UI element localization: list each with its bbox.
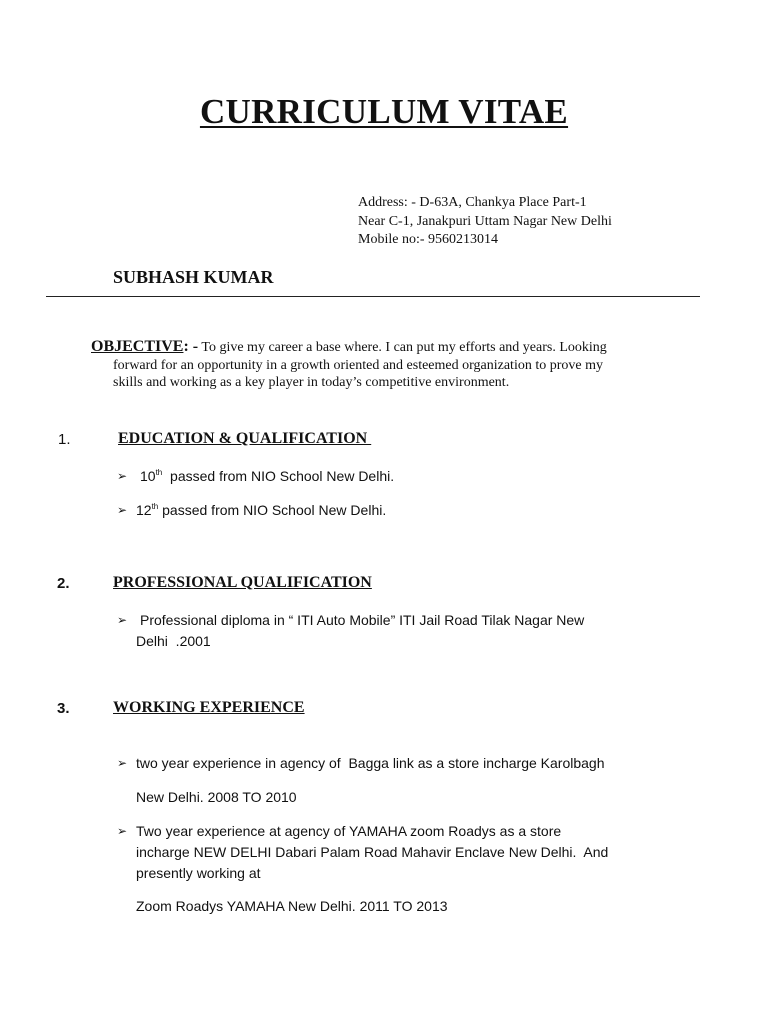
objective-label: OBJECTIVE xyxy=(91,338,184,355)
section-number-professional: 2. xyxy=(57,575,70,592)
section-title-education: EDUCATION & QUALIFICATION xyxy=(118,430,372,447)
education-1-suffix: th xyxy=(155,468,163,477)
professional-1-line-1: Professional diploma in “ ITI Auto Mobile” ITI Jail Road Tilak Nagar New xyxy=(140,612,585,628)
bullet-arrow-icon: ➢ xyxy=(117,824,128,838)
experience-2-line-3: presently working at xyxy=(136,865,261,881)
list-item-professional-1 xyxy=(117,610,676,652)
experience-1-line-2: New Delhi. 2008 TO 2010 xyxy=(136,789,297,805)
address-line-2: Near C-1, Janakpuri Uttam Nagar New Delhi xyxy=(358,213,612,229)
section-title-experience: WORKING EXPERIENCE xyxy=(113,699,305,716)
education-2-suffix: th xyxy=(151,502,159,511)
education-2-text: passed from NIO School New Delhi. xyxy=(158,502,387,518)
section-title-professional: PROFESSIONAL QUALIFICATION xyxy=(113,574,372,591)
professional-1-line-2: Delhi .2001 xyxy=(136,633,211,649)
education-2-grade: 12 xyxy=(136,502,152,518)
education-1-text: passed from NIO School New Delhi. xyxy=(162,468,395,484)
address-line-1: Address: - D-63A, Chankya Place Part-1 xyxy=(358,195,587,210)
bullet-arrow-icon: ➢ xyxy=(117,613,128,627)
mobile-number: Mobile no:- 9560213014 xyxy=(358,232,498,247)
bullet-arrow-icon: ➢ xyxy=(117,469,128,483)
experience-1-line-1: two year experience in agency of Bagga link as a store incharge Karolbagh xyxy=(136,755,605,771)
section-number-education: 1. xyxy=(58,431,71,448)
education-1-grade: 10 xyxy=(140,468,156,484)
objective-text-line-1: To give my career a base where. I can put my efforts and years. Looking xyxy=(201,340,607,355)
list-item-education-2 xyxy=(117,500,676,521)
document-title: CURRICULUM VITAE xyxy=(199,92,569,131)
experience-2-line-4: Zoom Roadys YAMAHA New Delhi. 2011 TO 2013 xyxy=(136,898,448,914)
address-block xyxy=(358,194,612,250)
list-item-experience-2 xyxy=(117,821,676,884)
header-divider xyxy=(46,296,700,297)
experience-2-line-2: incharge NEW DELHI Dabari Palam Road Mahavir Enclave New Delhi. And xyxy=(136,844,609,860)
bullet-arrow-icon: ➢ xyxy=(117,756,128,770)
objective-separator: : - xyxy=(183,338,199,355)
objective-text-line-2: forward for an opportunity in a growth oriented and esteemed organization to prove my xyxy=(113,357,603,373)
list-item-education-1 xyxy=(117,466,680,487)
list-item-experience-1 xyxy=(117,753,676,774)
section-number-experience: 3. xyxy=(57,700,70,717)
experience-2-line-1: Two year experience at agency of YAMAHA zoom Roadys as a store xyxy=(136,823,562,839)
bullet-arrow-icon: ➢ xyxy=(117,503,128,517)
candidate-name: SUBHASH KUMAR xyxy=(113,267,274,287)
objective-text-line-3: skills and working as a key player in today’s competitive environment. xyxy=(113,375,510,391)
objective-section xyxy=(91,338,661,392)
